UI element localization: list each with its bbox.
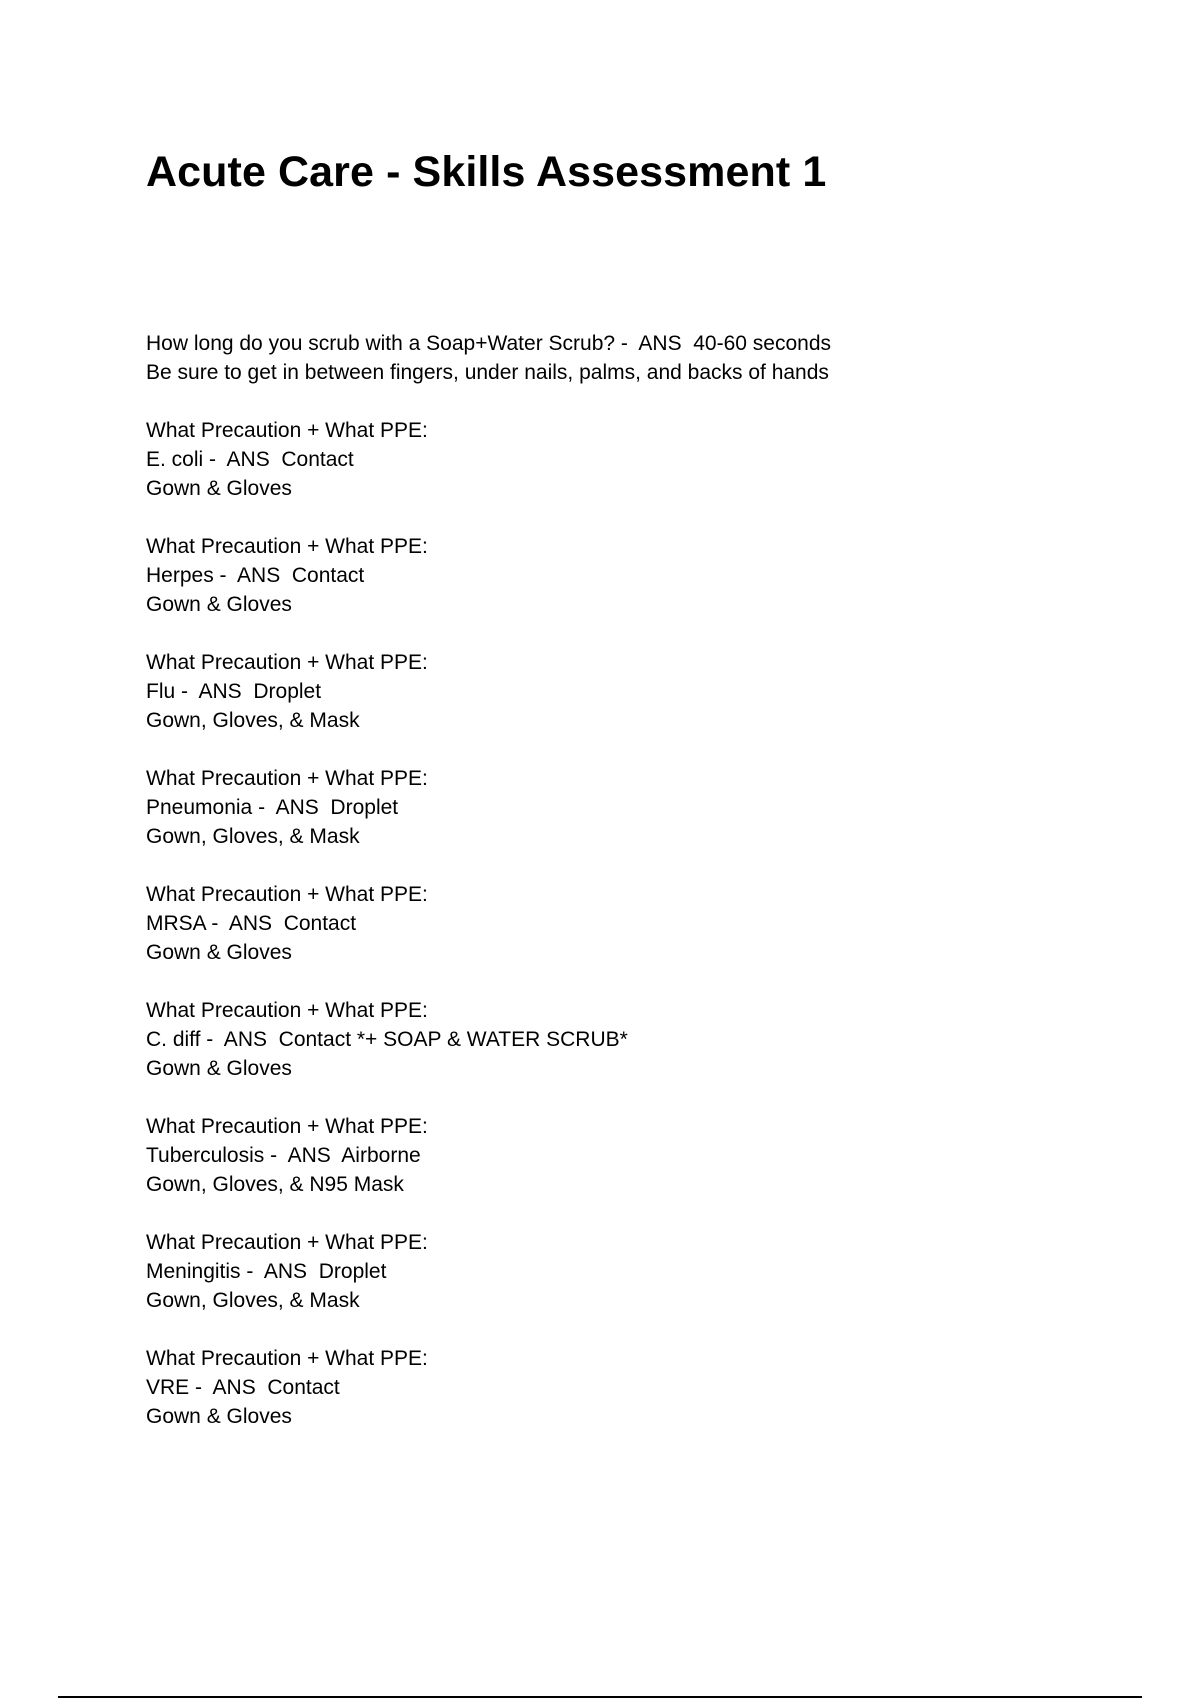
qa-prompt: What Precaution + What PPE: <box>146 767 428 790</box>
qa-answer: Gown, Gloves, & Mask <box>146 1289 360 1312</box>
qa-question: Pneumonia - ANS Droplet <box>146 796 399 819</box>
qa-list <box>146 329 1096 1460</box>
qa-item <box>146 648 1096 735</box>
qa-question: VRE - ANS Contact <box>146 1376 340 1399</box>
qa-item <box>146 880 1096 967</box>
qa-question: Meningitis - ANS Droplet <box>146 1260 387 1283</box>
qa-question: C. diff - ANS Contact *+ SOAP & WATER SCRUB* <box>146 1028 628 1051</box>
qa-answer: Gown & Gloves <box>146 1405 292 1428</box>
qa-prompt: What Precaution + What PPE: <box>146 883 428 906</box>
qa-question: Tuberculosis - ANS Airborne <box>146 1144 421 1167</box>
qa-answer: Gown & Gloves <box>146 593 292 616</box>
qa-item <box>146 996 1096 1083</box>
page-title: Acute Care - Skills Assessment 1 <box>146 148 827 196</box>
qa-item <box>146 764 1096 851</box>
qa-answer: Be sure to get in between fingers, under nails, palms, and backs of hands <box>146 361 829 384</box>
qa-prompt: What Precaution + What PPE: <box>146 999 428 1022</box>
qa-prompt: What Precaution + What PPE: <box>146 651 428 674</box>
qa-answer: Gown, Gloves, & Mask <box>146 709 360 732</box>
qa-question: Flu - ANS Droplet <box>146 680 322 703</box>
qa-answer: Gown, Gloves, & N95 Mask <box>146 1173 404 1196</box>
qa-question: Herpes - ANS Contact <box>146 564 365 587</box>
qa-item <box>146 329 1096 387</box>
qa-item <box>146 416 1096 503</box>
qa-item <box>146 1228 1096 1315</box>
qa-item <box>146 1112 1096 1199</box>
qa-question: How long do you scrub with a Soap+Water Scrub? - ANS 40-60 seconds <box>146 332 832 355</box>
qa-item <box>146 1344 1096 1431</box>
qa-answer: Gown & Gloves <box>146 477 292 500</box>
qa-prompt: What Precaution + What PPE: <box>146 1231 428 1254</box>
qa-item <box>146 532 1096 619</box>
qa-prompt: What Precaution + What PPE: <box>146 419 428 442</box>
qa-answer: Gown & Gloves <box>146 1057 292 1080</box>
qa-prompt: What Precaution + What PPE: <box>146 535 428 558</box>
qa-question: MRSA - ANS Contact <box>146 912 357 935</box>
qa-prompt: What Precaution + What PPE: <box>146 1347 428 1370</box>
qa-answer: Gown, Gloves, & Mask <box>146 825 360 848</box>
qa-prompt: What Precaution + What PPE: <box>146 1115 428 1138</box>
footer-divider <box>58 1696 1142 1698</box>
qa-question: E. coli - ANS Contact <box>146 448 354 471</box>
qa-answer: Gown & Gloves <box>146 941 292 964</box>
